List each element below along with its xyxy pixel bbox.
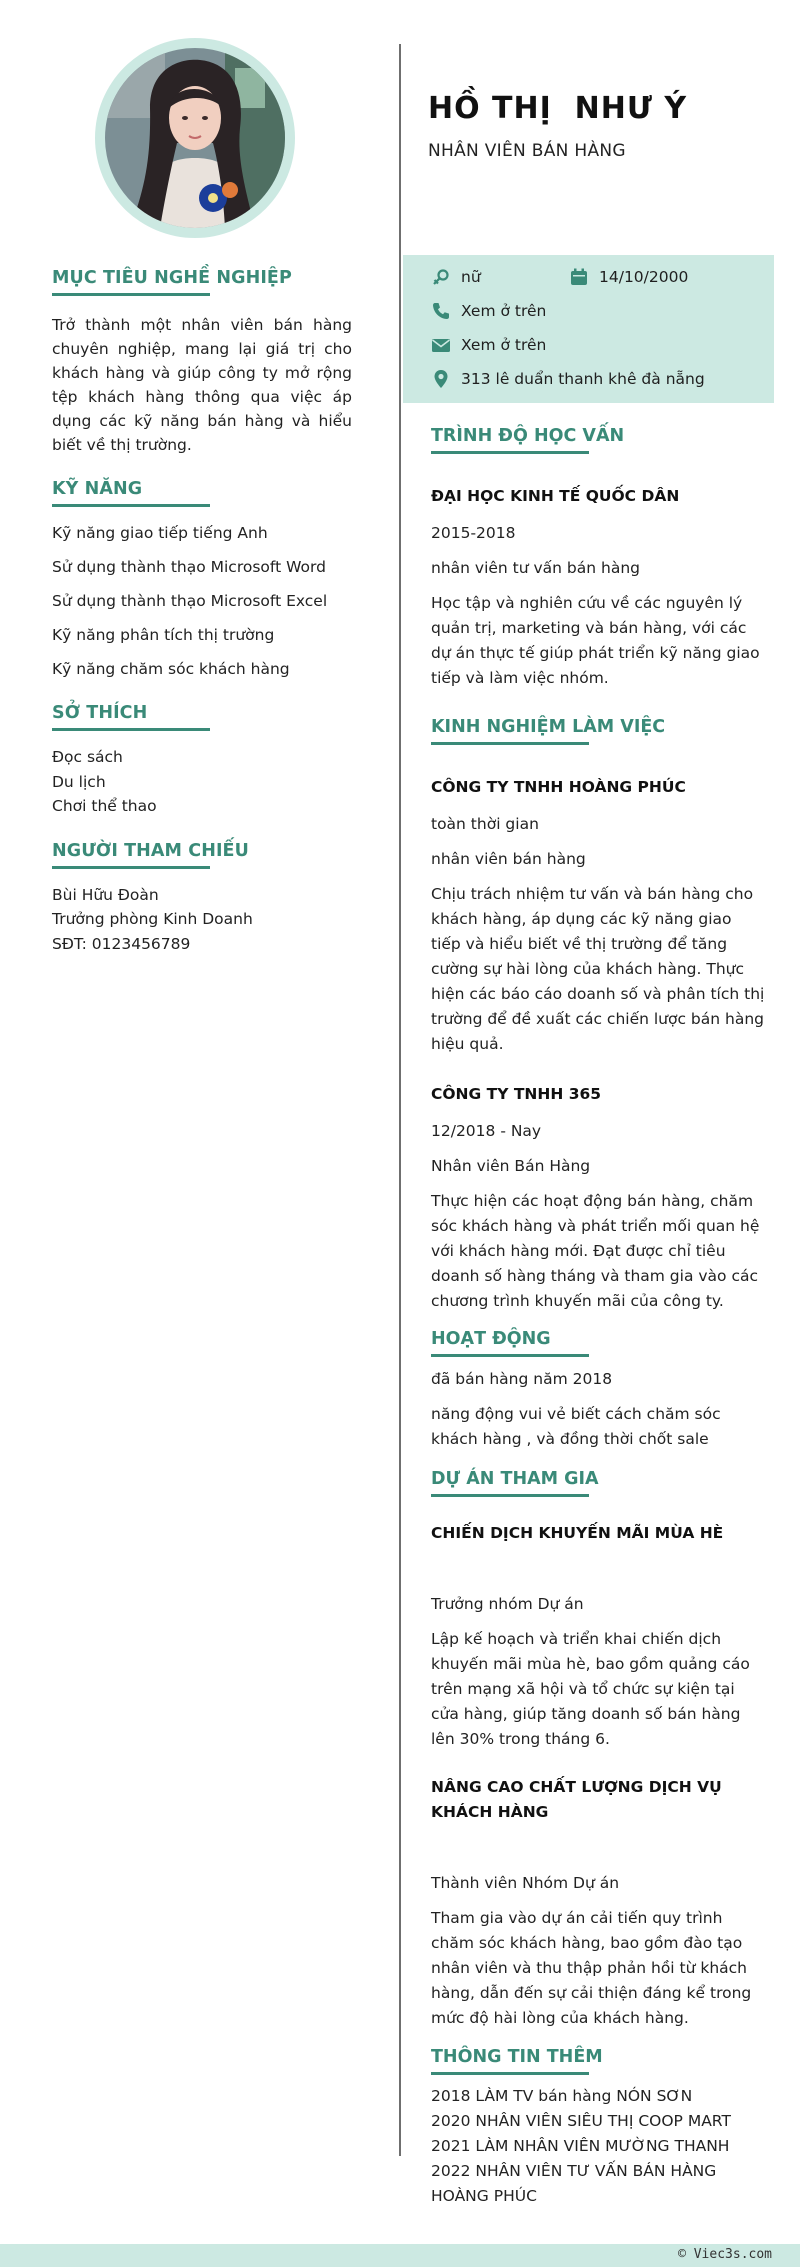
reference-name: Bùi Hữu Đoàn — [52, 885, 159, 904]
hobbies-title: SỞ THÍCH — [52, 703, 148, 723]
profile-photo-frame — [95, 38, 295, 238]
profile-photo — [105, 48, 285, 228]
activities-line: đã bán hàng năm 2018 — [431, 1370, 613, 1388]
contact-address — [431, 368, 705, 390]
address-value: 313 lê duẩn thanh khê đà nẵng — [461, 370, 705, 388]
candidate-job-title: NHÂN VIÊN BÁN HÀNG — [428, 141, 626, 161]
left-column — [52, 38, 352, 956]
education-description: Học tập và nghiên cứu về các nguyên lý quản trị, marketing và bán hàng, với các dự án thực tế giúp phát triển kỹ năng giao tiếp và làm việc nhóm. — [431, 594, 760, 687]
skill-item: Sử dụng thành thạo Microsoft Word — [52, 558, 326, 576]
project-role: Trưởng nhóm Dự án — [431, 1595, 584, 1613]
contact-gender — [431, 266, 481, 288]
experience-company: CÔNG TY TNHH 365 — [431, 1085, 602, 1103]
contact-email — [431, 334, 546, 356]
footer-bar — [0, 2244, 800, 2267]
extra-underline — [431, 2072, 589, 2075]
extra-title: THÔNG TIN THÊM — [431, 2047, 603, 2067]
email-value: Xem ở trên — [461, 336, 547, 354]
calendar-icon — [569, 267, 589, 287]
hobby-item: Đọc sách — [52, 748, 123, 766]
experience-period: toàn thời gian — [431, 815, 539, 833]
skill-item: Kỹ năng chăm sóc khách hàng — [52, 660, 290, 678]
project-role: Thành viên Nhóm Dự án — [431, 1874, 620, 1892]
footer-watermark[interactable]: © Viec3s.com — [678, 2247, 772, 2262]
project-description: Lập kế hoạch và triển khai chiến dịch khuyến mãi mùa hè, bao gồm quảng cáo trên mạng xã hội và tổ chức sự kiện tại cửa hàng, giúp tăng doanh số bán hàng lên 30% trong tháng 6. — [431, 1630, 750, 1748]
reference-title: NGƯỜI THAM CHIẾU — [52, 840, 249, 861]
phone-icon — [431, 301, 451, 321]
projects-title: DỰ ÁN THAM GIA — [431, 1469, 599, 1489]
skill-item: Sử dụng thành thạo Microsoft Excel — [52, 592, 328, 610]
experience-position: Nhân viên Bán Hàng — [431, 1157, 591, 1175]
extra-line: 2022 NHÂN VIÊN TƯ VẤN BÁN HÀNG HOÀNG PHÚC — [431, 2162, 717, 2205]
education-underline — [431, 451, 589, 454]
education-school: ĐẠI HỌC KINH TẾ QUỐC DÂN — [431, 487, 680, 505]
experience-underline — [431, 742, 589, 745]
skill-item: Kỹ năng phân tích thị trường — [52, 626, 275, 644]
activities-line: năng động vui vẻ biết cách chăm sóc khách hàng , và đồng thời chốt sale — [431, 1405, 721, 1448]
project-description: Tham gia vào dự án cải tiến quy trình chăm sóc khách hàng, bao gồm đào tạo nhân viên và thu thập phản hồi từ khách hàng, dẫn đến sự cải thiện đáng kể trong mức độ hài lòng của khách hàng. — [431, 1909, 752, 2027]
gender-icon — [431, 267, 451, 287]
education-title: TRÌNH ĐỘ HỌC VẤN — [431, 426, 625, 446]
reference-underline — [52, 866, 210, 869]
column-divider — [399, 44, 401, 2156]
objective-title: MỤC TIÊU NGHỀ NGHIỆP — [52, 268, 292, 288]
reference-phone: SĐT: 0123456789 — [52, 934, 191, 953]
activities-underline — [431, 1354, 589, 1357]
skill-item: Kỹ năng giao tiếp tiếng Anh — [52, 524, 268, 542]
email-icon — [431, 335, 451, 355]
phone-value: Xem ở trên — [461, 302, 547, 320]
contact-phone — [431, 300, 546, 322]
gender-value: nữ — [461, 268, 481, 286]
education-period: 2015-2018 — [431, 524, 516, 542]
reference-position: Trưởng phòng Kinh Doanh — [52, 910, 253, 928]
activities-title: HOẠT ĐỘNG — [431, 1329, 551, 1349]
objective-underline — [52, 293, 210, 296]
contact-birthday — [569, 266, 688, 288]
hobby-item: Du lịch — [52, 772, 106, 791]
extra-line: 2021 LÀM NHÂN VIÊN MƯỜNG THANH — [431, 2137, 730, 2155]
skills-underline — [52, 504, 210, 507]
experience-title: KINH NGHIỆM LÀM VIỆC — [431, 717, 666, 737]
education-major: nhân viên tư vấn bán hàng — [431, 559, 640, 577]
birthday-value: 14/10/2000 — [599, 268, 689, 286]
objective-text: Trở thành một nhân viên bán hàng chuyên nghiệp, mang lại giá trị cho khách hàng và giúp công ty mở rộng tệp khách hàng thông qua việc áp dụng các kỹ năng bán hàng và hiểu biết về thị trường. — [52, 316, 352, 454]
project-name: CHIẾN DỊCH KHUYẾN MÃI MÙA HÈ — [431, 1524, 724, 1542]
experience-period: 12/2018 - Nay — [431, 1122, 542, 1140]
hobbies-underline — [52, 728, 210, 731]
skills-title: KỸ NĂNG — [52, 479, 143, 499]
experience-company: CÔNG TY TNHH HOÀNG PHÚC — [431, 778, 686, 796]
extra-line: 2018 LÀM TV bán hàng NÓN SƠN — [431, 2087, 693, 2105]
hobby-item: Chơi thể thao — [52, 797, 157, 815]
location-icon — [431, 369, 451, 389]
experience-description: Chịu trách nhiệm tư vấn và bán hàng cho khách hàng, áp dụng các kỹ năng giao tiếp và hiểu biết về thị trường để tăng cường sự hài lòng của khách hàng. Thực hiện các báo cáo doanh số và phân tích thị trường để đề xuất các chiến lược bán hàng hiệu quả. — [431, 885, 765, 1053]
project-name: NÂNG CAO CHẤT LƯỢNG DỊCH VỤ KHÁCH HÀNG — [431, 1778, 722, 1821]
extra-line: 2020 NHÂN VIÊN SIÊU THỊ COOP MART — [431, 2112, 731, 2130]
candidate-name: HỒ THỊ NHƯ Ý — [428, 91, 688, 126]
projects-underline — [431, 1494, 589, 1497]
experience-position: nhân viên bán hàng — [431, 850, 586, 868]
experience-description: Thực hiện các hoạt động bán hàng, chăm sóc khách hàng và phát triển mối quan hệ với khách hàng mới. Đạt được chỉ tiêu doanh số hàng tháng và tham gia vào các chương trình khuyến mãi của công ty. — [431, 1192, 760, 1310]
